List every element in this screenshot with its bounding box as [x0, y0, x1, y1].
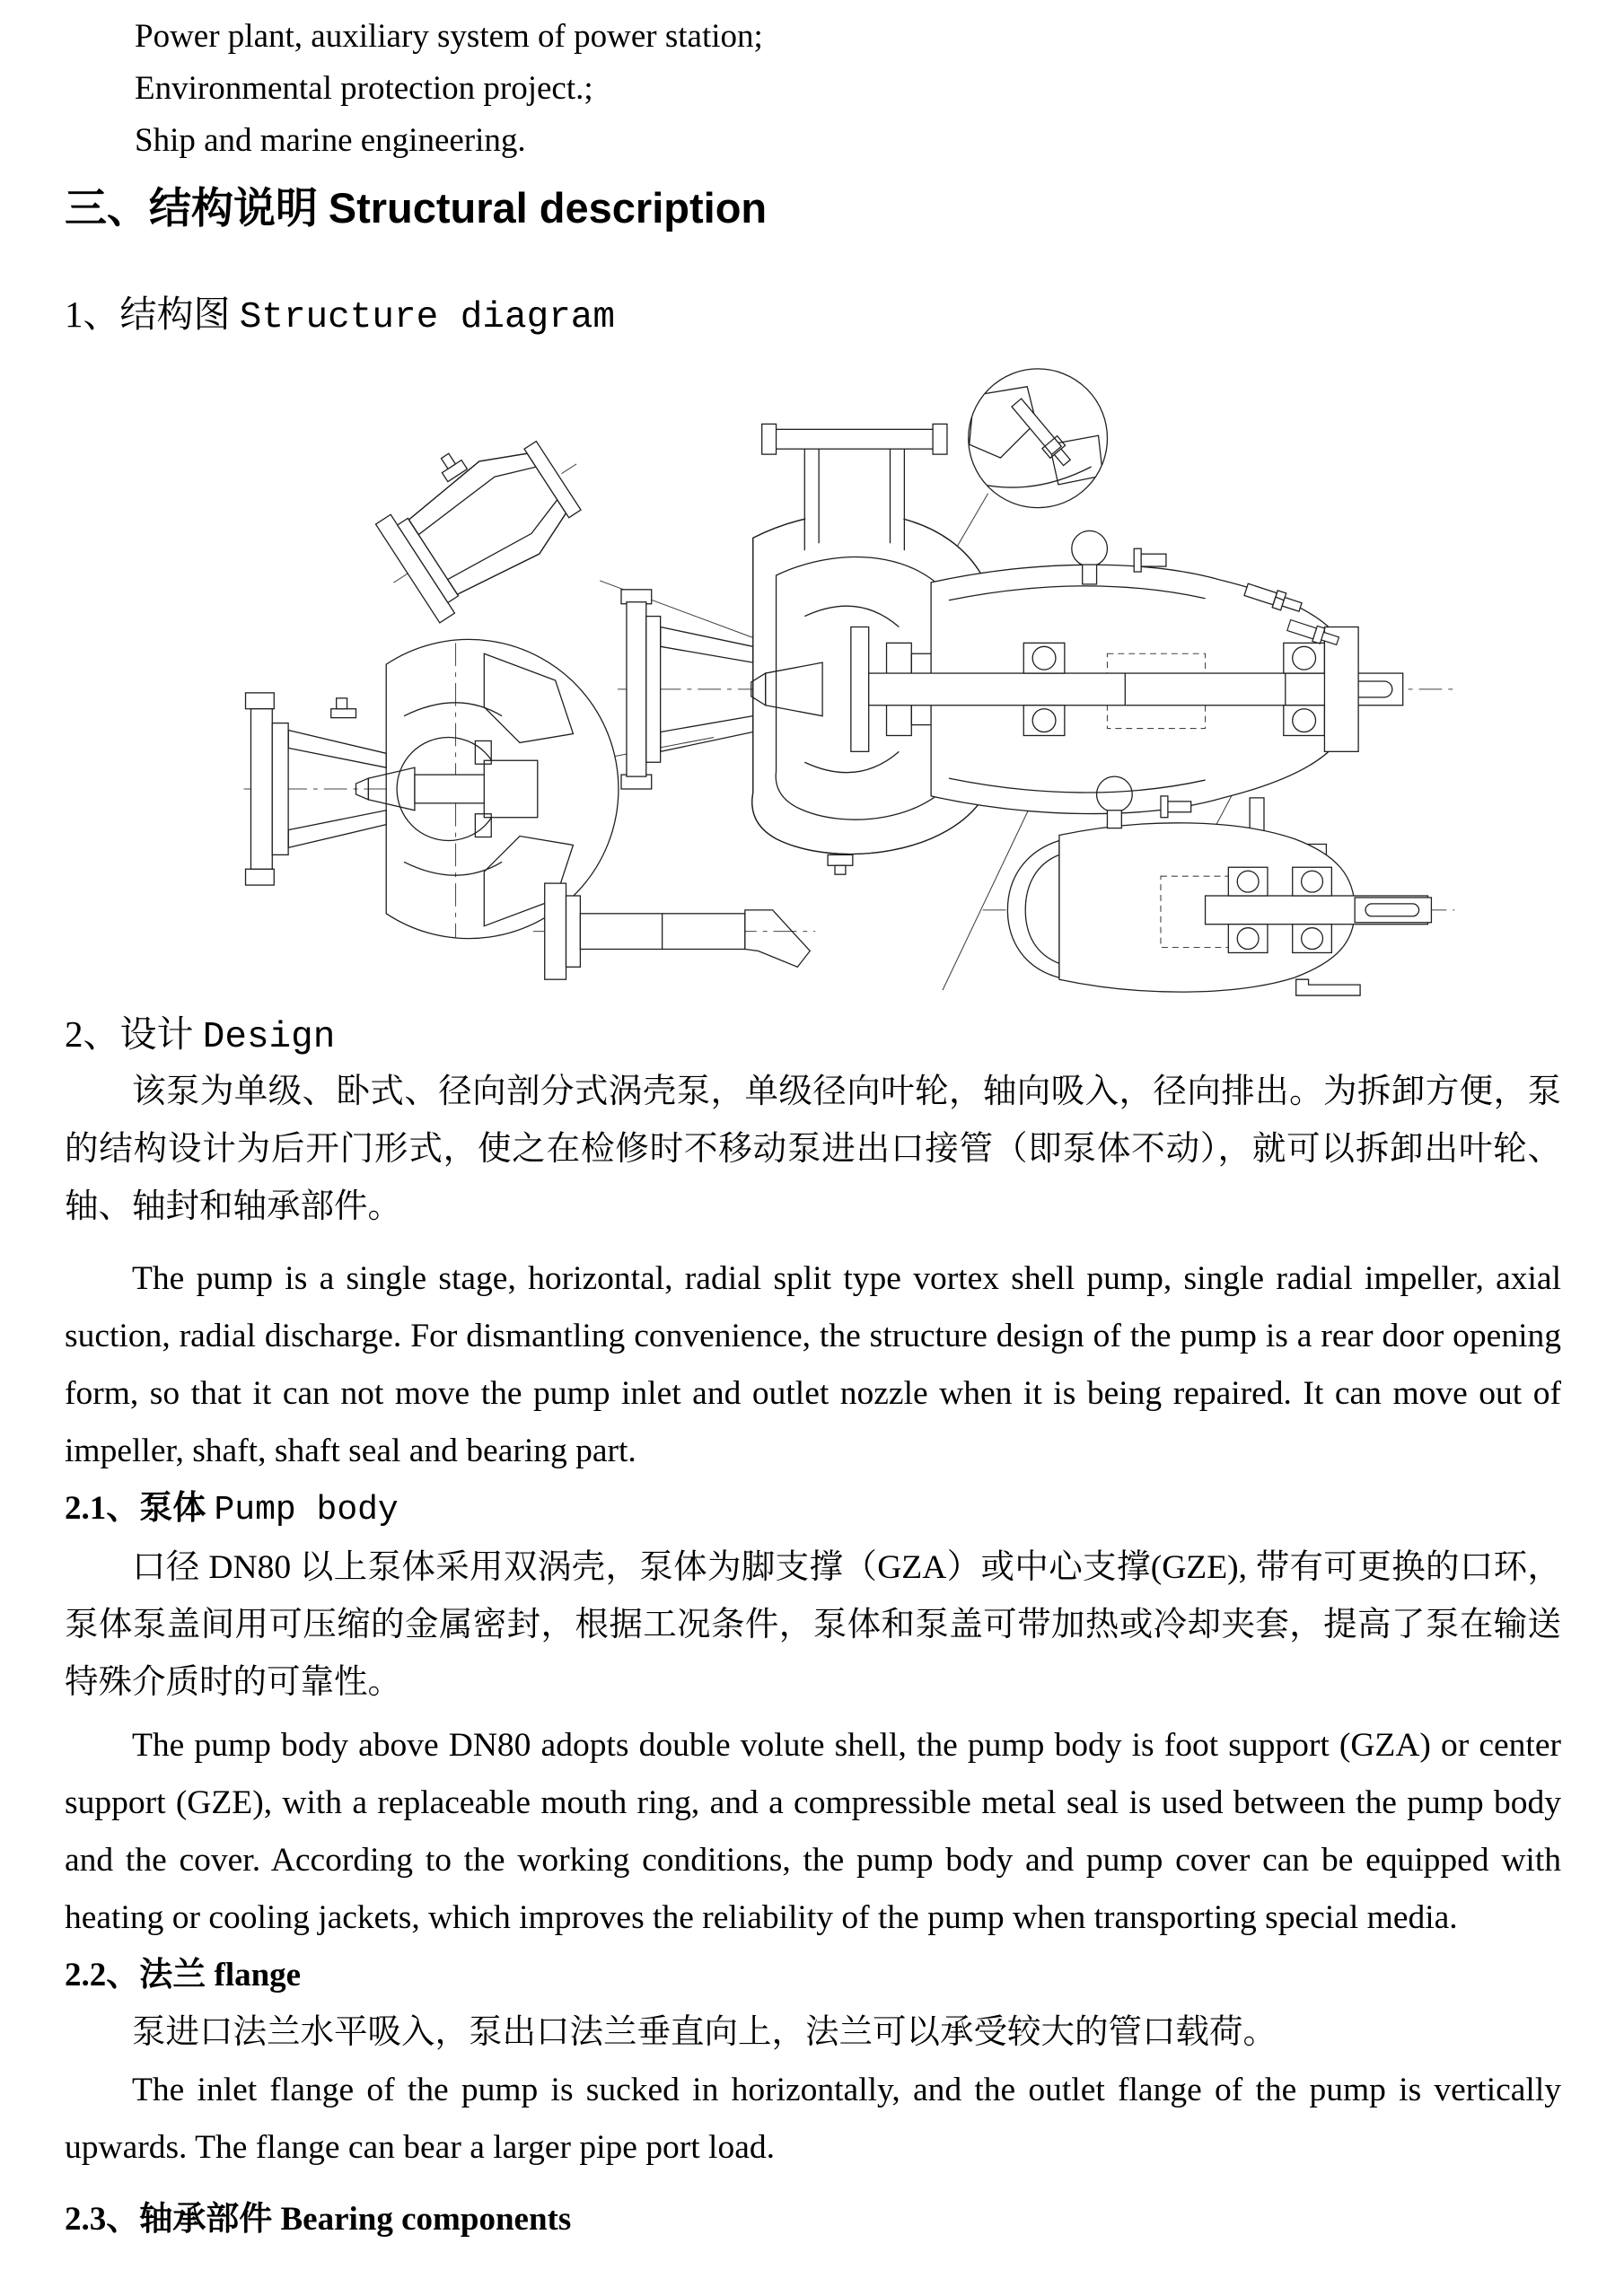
section-heading-zh: 三、结构说明: [65, 186, 318, 232]
intro-line-3: Ship and marine engineering.: [135, 122, 526, 159]
design-paragraph-zh: 该泵为单级、卧式、径向剖分式涡壳泵，单级径向叶轮，轴向吸入，径向排出。为拆卸方便，泵的结构设计为后开门形式，使之在检修时不移动泵进出口接管（即泵体不动），就可以拆卸出叶轮、轴、轴封和轴承部件。: [65, 1074, 1561, 1225]
sub-heading-pump-body: [65, 1480, 1561, 1539]
pump-body-paragraph-en: The pump body above DN80 adopts double volute shell, the pump body is foot support (GZA) or center support (GZE), with a replaceable mouth ring, and a compressible metal seal is used between the pump body and the cover. According to the working conditions, the pump body and pump cover can be equipped with heating or cooling jackets, which improves the reliability of the pump when transporting special media.: [65, 1727, 1561, 1936]
bearing-heading-zh: 2.3、轴承部件: [65, 2201, 273, 2238]
pump-body-heading-zh: 2.1、泵体: [65, 1490, 206, 1527]
sub-heading-flange: [65, 1947, 1561, 2004]
pump-structure-drawing: [176, 360, 1496, 1001]
section-heading-structural-description: [65, 180, 1561, 238]
flange-paragraph-en: The inlet flange of the pump is sucked in horizontally, and the outlet flange of the pump is vertically upwards. The flange can bear a larger pipe port load.: [65, 2072, 1561, 2166]
suction-cone-detail: [350, 399, 608, 632]
pump-body-paragraph-zh: 口径 DN80 以上泵体采用双涡壳，泵体为脚支撑（GZA）或中心支撑(GZE), 带有可更换的口环，泵体泵盖间用可压缩的金属密封，根据工况条件，泵体和泵盖可带加热或冷却夹套，提高了泵在输送特殊介质时的可靠性。: [65, 1549, 1561, 1701]
sub-heading-design-zh: 2、设计: [65, 1013, 194, 1055]
application-list: [65, 11, 1561, 167]
bearing-heading-en: Bearing components: [280, 2201, 572, 2238]
sub-heading-bearing-components: [65, 2191, 1561, 2248]
flange-paragraph-zh: 泵进口法兰水平吸入，泵出口法兰垂直向上，法兰可以承受较大的管口载荷。: [132, 2014, 1277, 2051]
structure-diagram-figure: [95, 360, 1532, 1001]
intro-line-2: Environmental protection project.;: [135, 70, 593, 107]
intro-line-1: Power plant, auxiliary system of power station;: [135, 18, 763, 55]
shaft-part: [532, 883, 814, 979]
sub-heading-structure-diagram: [65, 288, 1561, 344]
section-heading-en: Structural description: [328, 184, 768, 232]
pump-body-heading-en: Pump body: [214, 1491, 399, 1529]
flange-heading-zh: 2.2、法兰: [65, 1957, 206, 1994]
sub-heading-design: [65, 1008, 1561, 1064]
flange-heading-en: flange: [214, 1957, 302, 1994]
sub-heading-structure-zh: 1、结构图: [65, 294, 231, 335]
sub-heading-design-en: Design: [202, 1017, 336, 1058]
sub-heading-structure-en: Structure diagram: [239, 297, 616, 338]
design-paragraph-en: The pump is a single stage, horizontal, radial split type vortex shell pump, single radial impeller, axial suction, radial discharge. For dismantling convenience, the structure design of the pump is a rear door opening form, so that it can not move the pump inlet and outlet nozzle when it is being repaired. It can move out of impeller, shaft, shaft seal and bearing part.: [65, 1260, 1561, 1469]
enlarged-detail-circle: [968, 369, 1107, 508]
